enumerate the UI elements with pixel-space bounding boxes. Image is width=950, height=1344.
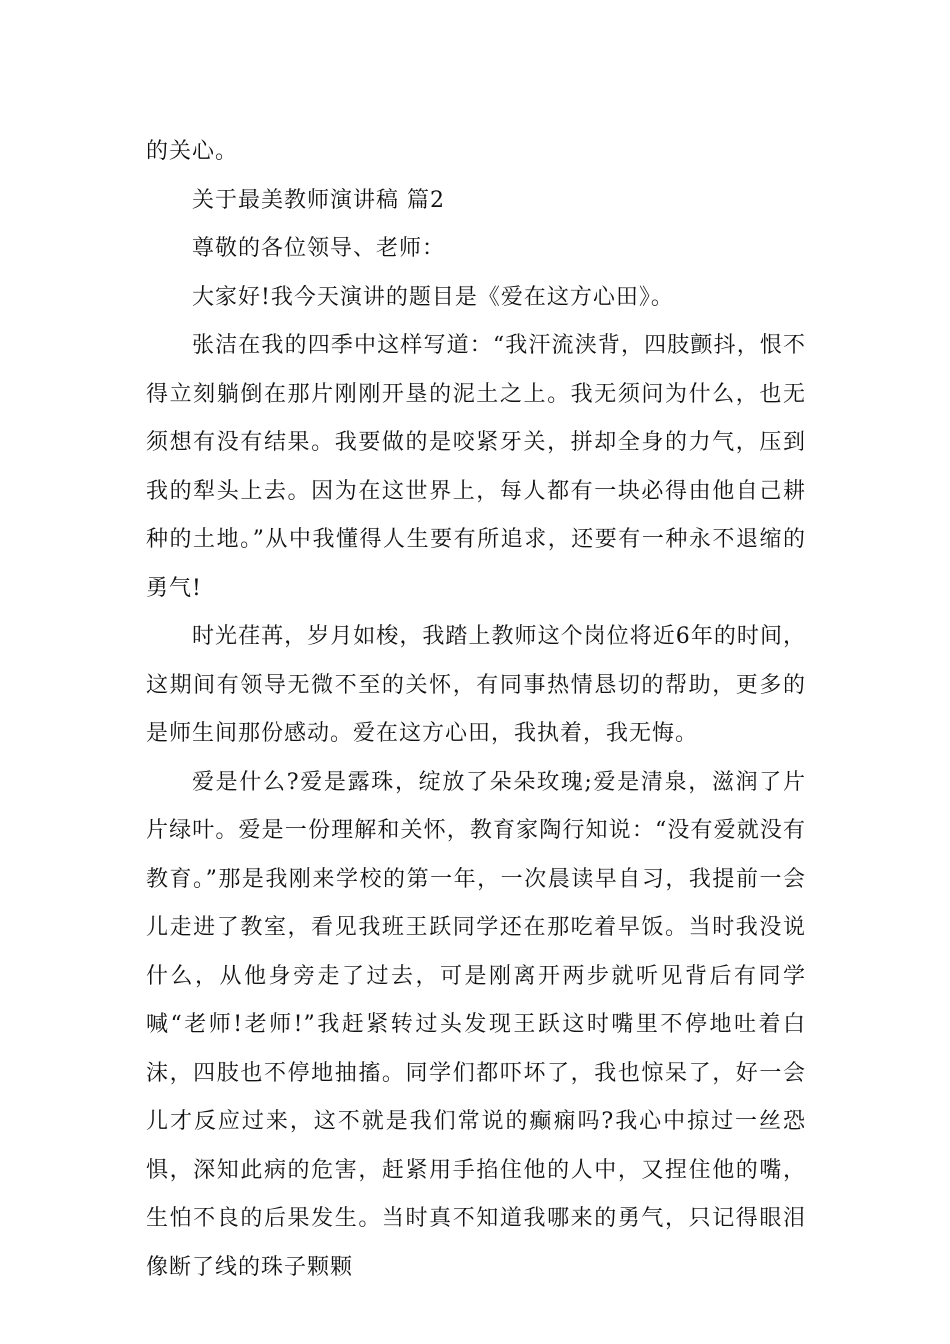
document-body bbox=[146, 128, 806, 1292]
paragraph-time: 时光荏苒，岁月如梭，我踏上教师这个岗位将近6年的时间，这期间有领导无微不至的关怀，有同事热情恳切的帮助，更多的是师生间那份感动。爱在这方心田，我执着，我无悔。 bbox=[146, 624, 806, 746]
paragraph-continuation: 的关心。 bbox=[146, 139, 239, 164]
paragraph-love: 爱是什么?爱是露珠，绽放了朵朵玫瑰;爱是清泉，滋润了片片绿叶。爱是一份理解和关怀，教育家陶行知说：“没有爱就没有教育。”那是我刚来学校的第一年，一次晨读早自习，我提前一会儿走进了教室，看见我班王跃同学还在那吃着早饭。当时我没说什么，从他身旁走了过去，可是刚离开两步就听见背后有同学喊“老师!老师!”我赶紧转过头发现王跃这时嘴里不停地吐着白沫，四肢也不停地抽搐。同学们都吓坏了，我也惊呆了，好一会儿才反应过来，这不就是我们常说的癫痫吗?我心中掠过一丝恐惧，深知此病的危害，赶紧用手掐住他的人中，又捏住他的嘴，生怕不良的后果发生。当时真不知道我哪来的勇气，只记得眼泪像断了线的珠子颗颗 bbox=[146, 769, 806, 1280]
paragraph-quote: 张洁在我的四季中这样写道：“我汗流浃背，四肢颤抖，恨不得立刻躺倒在那片刚刚开垦的泥土之上。我无须问为什么，也无须想有没有结果。我要做的是咬紧牙关，拼却全身的力气，压到我的犁头上去。因为在这世界上，每人都有一块必得由他自己耕种的土地。”从中我懂得人生要有所追求，还要有一种永不退缩的勇气! bbox=[146, 333, 806, 601]
section-heading: 关于最美教师演讲稿 篇2 bbox=[192, 187, 445, 213]
salutation: 尊敬的各位领导、老师： bbox=[192, 236, 446, 261]
greeting-paragraph: 大家好!我今天演讲的题目是《爱在这方心田》。 bbox=[192, 284, 674, 310]
